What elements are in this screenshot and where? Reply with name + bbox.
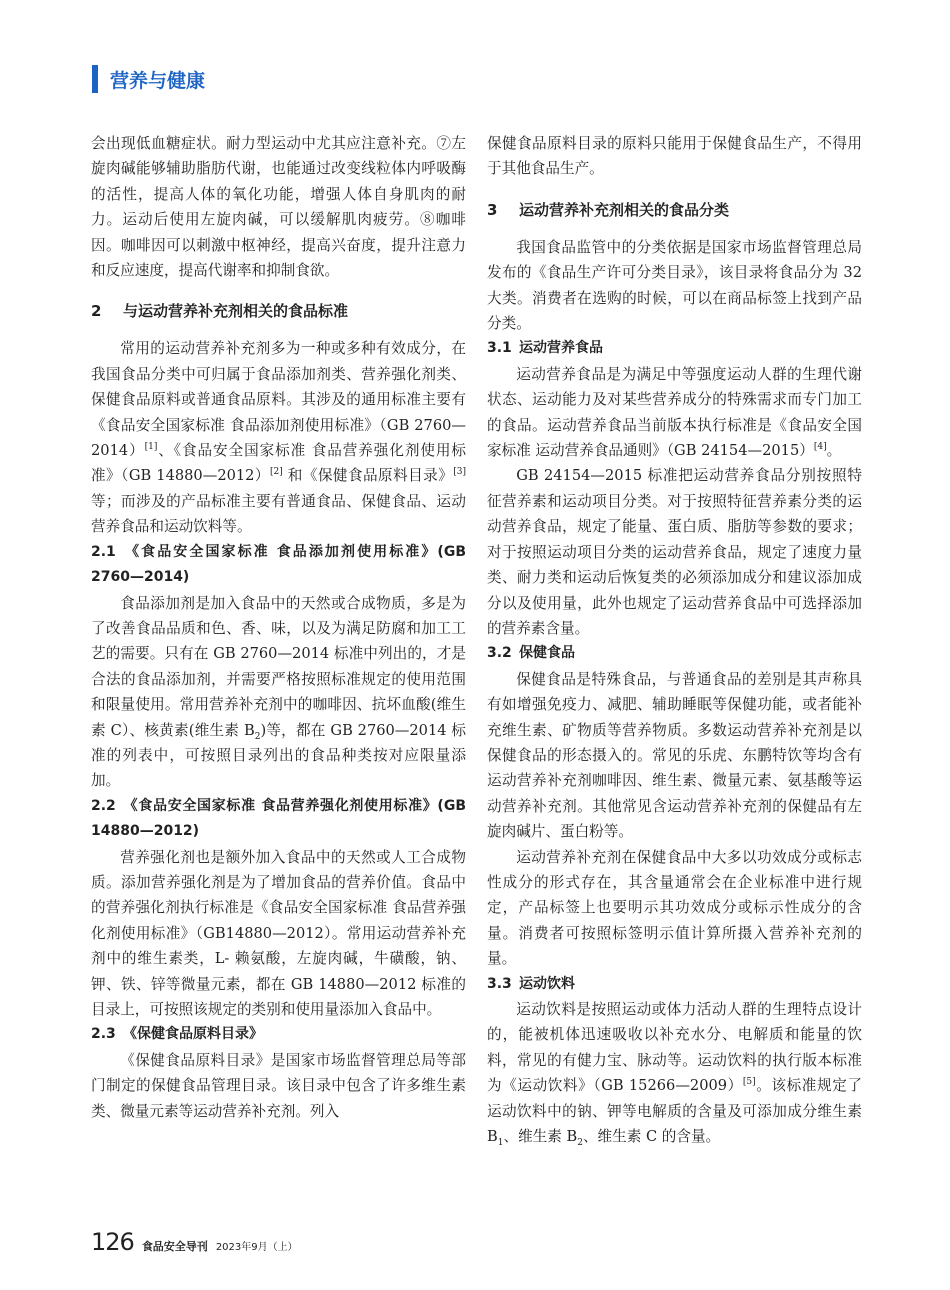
continued-paragraph: 保健食品原料目录的原料只能用于保健食品生产，不得用于其他食品生产。 (487, 135, 862, 178)
subscript: 2 (254, 731, 261, 742)
text: 、《食品安全国家标准 食品营养强化剂使用标准》（GB 14880—2012） (91, 442, 467, 485)
section-number: 3.3 (487, 975, 512, 992)
section-title: 运动营养补充剂相关的食品分类 (519, 200, 730, 219)
section-title: 《保健食品原料目录》 (123, 1026, 263, 1043)
section-2-heading (91, 300, 466, 322)
text: 、维生素 C 的含量。 (582, 1128, 721, 1146)
citation-ref: [3] (453, 467, 466, 478)
text: 食品添加剂是加入食品中的天然或合成物质，多是为了改善食品品质和色、香、味，以及为满足防腐和加工工艺的需要。只有在 GB 2760—2014 标准中列出的，才是合法的食品添加剂，并需要严格按照标准规定的使用范围和限量使用。常用营养补充剂中的咖啡因、抗坏血酸(维生素 C）、核黄素(维生素 B (91, 594, 466, 739)
section-header (92, 64, 205, 94)
section-title: 保健食品 (519, 645, 575, 662)
section-title: 运动饮料 (519, 975, 575, 992)
text: 。该标准规定了运动饮料中的钠、钾等电解质的含量及可添加成分维生素 B (487, 1077, 862, 1146)
text: 和《保健食品原料目录》 (282, 467, 454, 485)
section-2-2-paragraph: 营养强化剂也是额外加入食品中的天然或人工合成物质。添加营养强化剂是为了增加食品的营养价值。食品中的营养强化剂执行标准是《食品安全国家标准 食品营养强化剂使用标准》（GB14880—2012）。常用运动营养补充剂中的维生素类，L- 赖氨酸，左旋肉碱，牛磺酸，钠、钾、铁、锌等微量元素，都在 GB 14880—2012 标准的目录上，可按照该规定的类别和使用量添加入食品中。 (91, 848, 466, 1018)
text: 。 (826, 442, 842, 460)
section-number: 3.2 (487, 645, 512, 662)
text: 、维生素 B (503, 1128, 578, 1146)
section-3-2-paragraph-2: 运动营养补充剂在保健食品中大多以功效成分或标志性成分的形式存在，其含量通常会在企业标准中进行规定，产品标签上也要明示其功效成分或标示性成分的含量。消费者可按照标签明示值计算所摄入营养补充剂的量。 (487, 848, 862, 968)
header-accent-bar (92, 65, 98, 93)
section-2-3-paragraph: 《保健食品原料目录》是国家市场监督管理总局等部门制定的保健食品管理目录。该目录中包含了许多维生素类、微量元素等运动营养补充剂。列入 (91, 1051, 466, 1120)
page-footer (91, 1228, 298, 1256)
text: 运动营养食品是为满足中等强度运动人群的生理代谢状态、运动能力及对某些营养成分的特殊需求而专门加工的食品。运动营养食品当前版本执行标准是《食品安全国家标准 运动营养食品通则》（GB 24154—2015） (487, 365, 862, 460)
text: )等，都在 GB 2760—2014 标准的列表中，可按照目录列出的食品种类按对应限量添加。 (91, 721, 466, 790)
intro-paragraph: 会出现低血糖症状。耐力型运动中尤其应注意补充。⑦左旋肉碱能够辅助脂肪代谢，也能通过改变线粒体内呼吸酶的活性，提高人体的氧化功能，增强人体自身肌肉的耐力。运动后使用左旋肉碱，可以缓解肌肉疲劳。⑧咖啡因。咖啡因可以刺激中枢神经，提高兴奋度，提升注意力和反应速度，提高代谢率和抑制食欲。 (91, 135, 466, 280)
section-3-1-paragraph-2: GB 24154—2015 标准把运动营养食品分别按照特征营养素和运动项目分类。对于按照特征营养素分类的运动营养食品，规定了能量、蛋白质、脂肪等参数的要求；对于按照运动项目分类的运动营养食品，规定了速度力量类、耐力类和运动后恢复类的必须添加成分和建议添加成分以及使用量，此外也规定了运动营养食品中可选择添加的营养素含量。 (487, 467, 862, 637)
section-2-3-heading (91, 1022, 466, 1047)
section-2-1-paragraph (91, 591, 466, 794)
citation-ref: [5] (742, 1077, 756, 1088)
citation-ref: [4] (813, 442, 827, 453)
text: 常用的运动营养补充剂多为一种或多种有效成分，在我国食品分类中可归属于食品添加剂类、营养强化剂类、保健食品原料或普通食品原料。其涉及的通用标准主要有《食品安全国家标准 食品添加剂使用标准》（GB 2760—2014） (91, 340, 466, 460)
subscript: 2 (577, 1137, 583, 1148)
section-number: 2.3 (91, 1026, 116, 1043)
section-number: 2.1 (91, 543, 116, 560)
section-3-1-heading (487, 336, 862, 361)
citation-ref: [1] (144, 442, 158, 453)
section-3-2-heading (487, 641, 862, 666)
section-3-heading (487, 199, 862, 221)
section-title: 《食品安全国家标准 食品营养强化剂使用标准》(GB 14880—2012) (91, 797, 466, 840)
text: 运动饮料是按照运动或体力活动人群的生理特点设计的，能被机体迅速吸收以补充水分、电解质和能量的饮料，常见的有健力宝、脉动等。运动饮料的执行版本标准为《运动饮料》（GB 15266—2009） (487, 1001, 862, 1095)
section-number: 3 (487, 200, 498, 219)
subscript: 1 (497, 1137, 504, 1148)
section-number: 2.2 (91, 797, 116, 814)
text: 等；而涉及的产品标准主要有普通食品、保健食品、运动营养食品和运动饮料等。 (91, 492, 466, 536)
section-3-paragraph: 我国食品监管中的分类依据是国家市场监督管理总局发布的《食品生产许可分类目录》，该目录将食品分为 32 大类。消费者在选购的时候，可以在商品标签上找到产品分类。 (487, 238, 862, 333)
section-title: 《食品安全国家标准 食品添加剂使用标准》(GB 2760—2014) (91, 543, 466, 586)
page-number: 126 (91, 1228, 134, 1256)
section-3-1-paragraph (487, 362, 862, 464)
citation-ref: [2] (269, 467, 283, 478)
section-title: 营养与健康 (110, 69, 206, 92)
section-3-3-paragraph (487, 997, 862, 1149)
section-2-1-heading (91, 540, 466, 591)
section-number: 3.1 (487, 340, 512, 357)
journal-name: 食品安全导刊 (141, 1240, 208, 1253)
left-column (91, 131, 466, 1124)
section-title: 与运动营养补充剂相关的食品标准 (123, 302, 349, 321)
section-3-3-heading (487, 972, 862, 997)
section-number: 2 (91, 302, 102, 321)
section-2-paragraph (91, 336, 466, 539)
section-title: 运动营养食品 (519, 340, 603, 357)
issue-date: 2023年9月（上） (215, 1242, 298, 1253)
right-column (487, 131, 862, 1149)
section-3-2-paragraph: 保健食品是特殊食品，与普通食品的差别是其声称具有如增强免疫力、减肥、辅助睡眠等保健功能，或者能补充维生素、矿物质等营养物质。多数运动营养补充剂是以保健食品的形态摄入的。常见的乐虎、东鹏特饮等均含有运动营养补充剂咖啡因、维生素、微量元素、氨基酸等运动营养补充剂。其他常见含运动营养补充剂的保健品有左旋肉碱片、蛋白粉等。 (487, 670, 862, 841)
section-2-2-heading (91, 794, 466, 845)
